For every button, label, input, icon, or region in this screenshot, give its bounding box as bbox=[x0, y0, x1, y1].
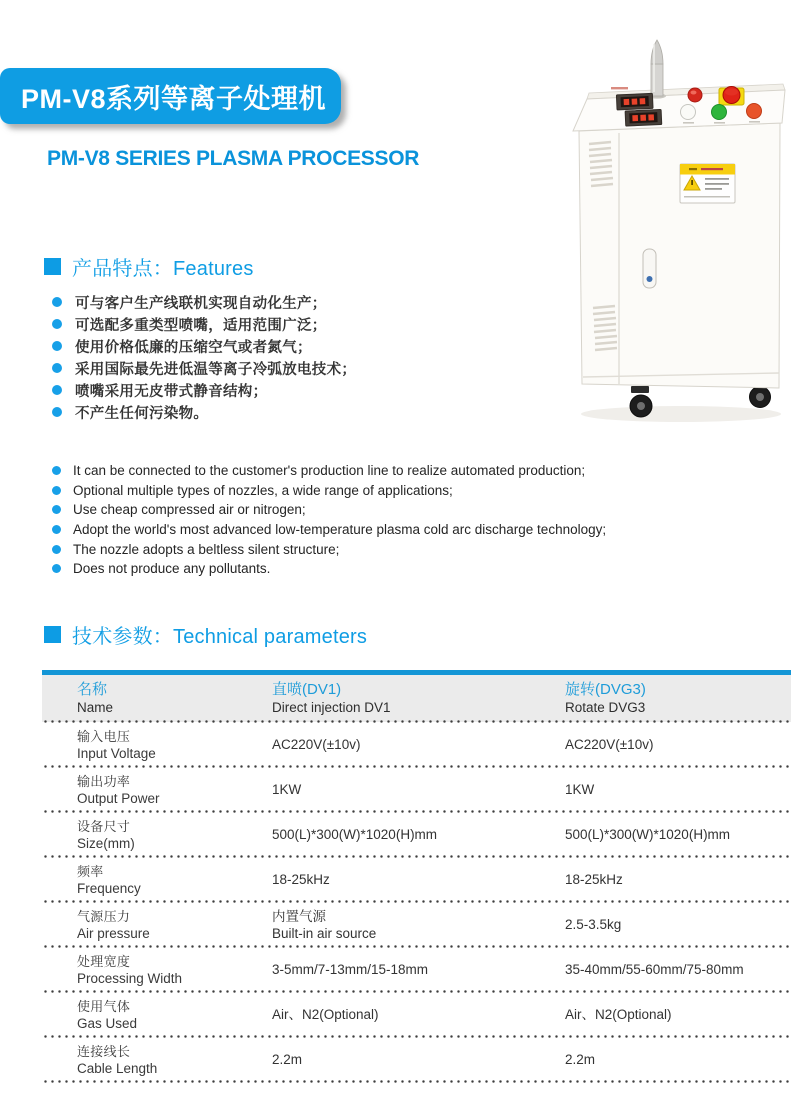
parameters-table bbox=[42, 670, 791, 1082]
feature-item-cn bbox=[52, 357, 356, 379]
feature-text: 不产生任何污染物。 bbox=[75, 405, 209, 422]
row-label-cn: 处理宽度 bbox=[77, 953, 131, 969]
row-label-cn: 输出功率 bbox=[77, 773, 131, 789]
table-row bbox=[42, 992, 791, 1037]
dvg3-value: 35-40mm/55-60mm/75-80mm bbox=[565, 962, 744, 977]
row-label-en: Processing Width bbox=[77, 970, 183, 986]
feature-item-en bbox=[52, 500, 606, 520]
col-header-name-en: Name bbox=[77, 700, 114, 715]
bullet-icon bbox=[52, 341, 62, 351]
section-square-icon bbox=[44, 626, 61, 643]
feature-item-en bbox=[52, 559, 606, 579]
row-label-en: Size(mm) bbox=[77, 835, 135, 851]
tech-heading bbox=[44, 620, 367, 649]
caster-wheel-left bbox=[630, 386, 652, 417]
dv1-value: 3-5mm/7-13mm/15-18mm bbox=[272, 962, 429, 977]
dv1-value: 内置气源 bbox=[272, 908, 326, 924]
row-label-cn: 设备尺寸 bbox=[77, 818, 131, 834]
row-label-en: Gas Used bbox=[77, 1015, 138, 1031]
bullet-icon bbox=[52, 466, 61, 475]
table-row bbox=[42, 857, 791, 902]
bullet-icon bbox=[52, 525, 61, 534]
feature-item-en bbox=[52, 461, 606, 481]
dvg3-value: 18-25kHz bbox=[565, 872, 623, 887]
bullet-icon bbox=[52, 564, 61, 573]
page-subtitle: PM-V8 SERIES PLASMA PROCESSOR bbox=[47, 147, 420, 170]
feature-text: The nozzle adopts a beltless silent structure; bbox=[73, 541, 340, 557]
table-row bbox=[42, 722, 791, 767]
row-label-cn: 频率 bbox=[77, 863, 104, 879]
col-header-dv1-cn: 直喷(DV1) bbox=[272, 681, 342, 698]
warning-label bbox=[680, 164, 735, 203]
row-label-en: Air pressure bbox=[77, 925, 150, 941]
row-label-en: Output Power bbox=[77, 790, 160, 806]
floor-shadow bbox=[581, 406, 781, 422]
feature-text: Optional multiple types of nozzles, a wide range of applications; bbox=[73, 482, 453, 498]
bullet-icon bbox=[52, 505, 61, 514]
title-banner bbox=[0, 68, 341, 124]
bullet-icon bbox=[52, 407, 62, 417]
feature-item-en bbox=[52, 520, 606, 540]
features-heading-text: 产品特点：Features bbox=[72, 258, 254, 280]
bullet-icon bbox=[52, 363, 62, 373]
dv1-value: 18-25kHz bbox=[272, 872, 330, 887]
table-header-row bbox=[42, 675, 791, 722]
feature-item-cn bbox=[52, 335, 356, 357]
dvg3-value: 2.5-3.5kg bbox=[565, 917, 622, 932]
plasma-nozzle-icon bbox=[648, 40, 666, 99]
dv1-value-sub: Built-in air source bbox=[272, 925, 377, 941]
page-title: PM-V8系列等离子处理机 bbox=[20, 83, 327, 114]
table-row bbox=[42, 1037, 791, 1082]
table-row bbox=[42, 902, 791, 947]
table-row bbox=[42, 812, 791, 857]
feature-text: 采用国际最先进低温等离子冷弧放电技术； bbox=[75, 361, 357, 378]
section-square-icon bbox=[44, 258, 61, 275]
dv1-value: AC220V(±10v) bbox=[272, 737, 361, 752]
brand-mark bbox=[611, 87, 628, 89]
dv1-value: 1KW bbox=[272, 782, 302, 797]
bullet-icon bbox=[52, 486, 61, 495]
row-label-cn: 输入电压 bbox=[77, 728, 131, 744]
orange-button bbox=[747, 104, 762, 119]
table-row bbox=[42, 767, 791, 812]
product-photo bbox=[553, 0, 800, 430]
feature-text: Does not produce any pollutants. bbox=[73, 561, 271, 577]
feature-text: Adopt the world's most advanced low-temperature plasma cold arc discharge technology; bbox=[73, 522, 607, 538]
feature-item-cn bbox=[52, 401, 356, 423]
dv1-value: 500(L)*300(W)*1020(H)mm bbox=[272, 827, 438, 842]
row-label-cn: 使用气体 bbox=[77, 998, 131, 1014]
feature-text: 使用价格低廉的压缩空气或者氮气； bbox=[75, 339, 312, 356]
feature-text: Use cheap compressed air or nitrogen; bbox=[73, 502, 306, 518]
col-header-dvg3-en: Rotate DVG3 bbox=[565, 700, 646, 715]
bullet-icon bbox=[52, 385, 62, 395]
bullet-icon bbox=[52, 297, 62, 307]
feature-text: 可与客户生产线联机实现自动化生产； bbox=[75, 295, 327, 312]
white-button bbox=[681, 105, 696, 120]
feature-text: It can be connected to the customer's production line to realize automated production; bbox=[73, 463, 586, 479]
features-list-en bbox=[52, 461, 606, 579]
bullet-icon bbox=[52, 545, 61, 554]
dvg3-value: 500(L)*300(W)*1020(H)mm bbox=[565, 827, 731, 842]
feature-item-cn bbox=[52, 313, 356, 335]
feature-item-en bbox=[52, 539, 606, 559]
features-list-cn bbox=[52, 291, 356, 423]
row-label-en: Input Voltage bbox=[77, 745, 156, 761]
red-knob bbox=[688, 88, 702, 102]
col-header-dvg3-cn: 旋转(DVG3) bbox=[565, 681, 646, 698]
feature-text: 可选配多重类型喷嘴，适用范围广泛； bbox=[75, 317, 327, 334]
dvg3-value: 1KW bbox=[565, 782, 595, 797]
bullet-icon bbox=[52, 319, 62, 329]
feature-text: 喷嘴采用无皮带式静音结构； bbox=[75, 383, 268, 400]
row-label-en: Cable Length bbox=[77, 1060, 158, 1076]
table-row bbox=[42, 947, 791, 992]
col-header-name-cn: 名称 bbox=[77, 681, 108, 698]
feature-item-cn bbox=[52, 379, 356, 401]
dvg3-value: AC220V(±10v) bbox=[565, 737, 654, 752]
dvg3-value: Air、N2(Optional) bbox=[565, 1007, 672, 1022]
feature-item-en bbox=[52, 481, 606, 501]
green-button bbox=[712, 105, 727, 120]
door-handle bbox=[643, 249, 656, 288]
row-label-en: Frequency bbox=[77, 880, 141, 896]
dvg3-value: 2.2m bbox=[565, 1052, 596, 1067]
col-header-dv1-en: Direct injection DV1 bbox=[272, 700, 391, 715]
row-label-cn: 气源压力 bbox=[77, 908, 131, 924]
row-label-cn: 连接线长 bbox=[77, 1043, 131, 1059]
dv1-value: 2.2m bbox=[272, 1052, 303, 1067]
feature-item-cn bbox=[52, 291, 356, 313]
dv1-value: Air、N2(Optional) bbox=[272, 1007, 379, 1022]
features-heading bbox=[44, 252, 254, 281]
tech-heading-text: 技术参数：Technical parameters bbox=[72, 626, 368, 648]
